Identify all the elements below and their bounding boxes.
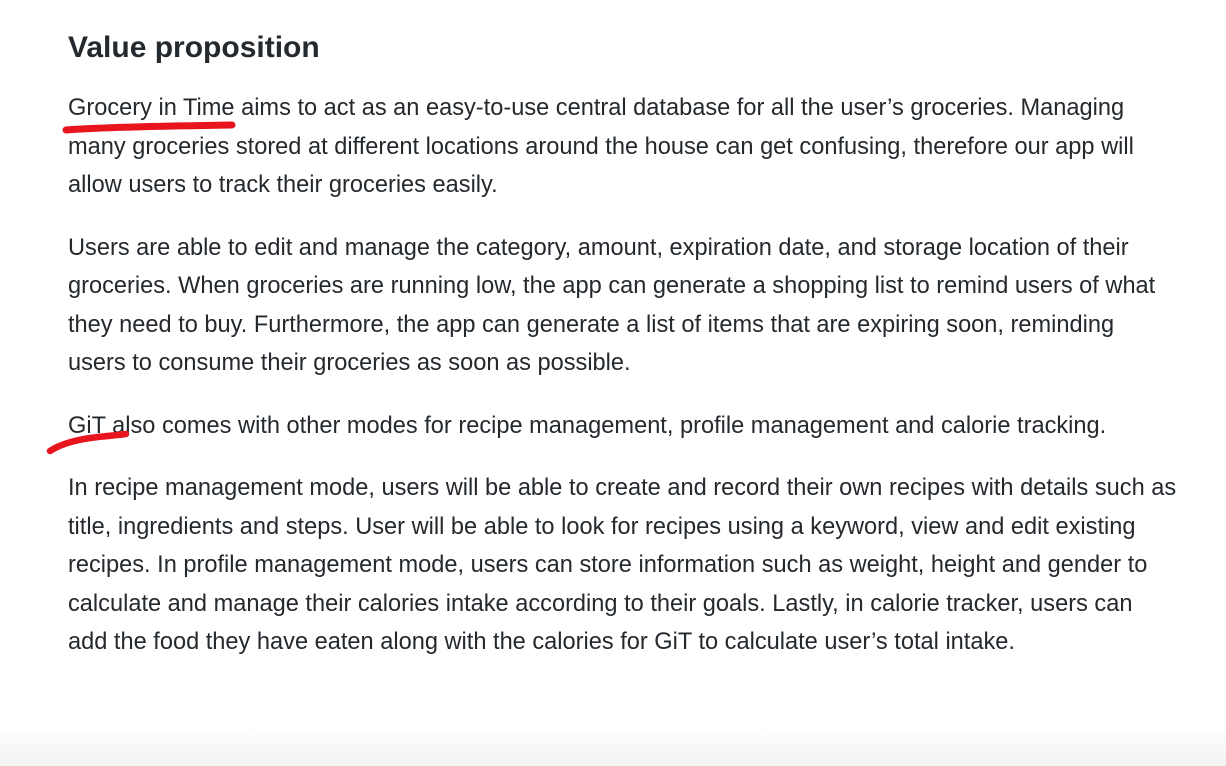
app-name-highlight: Grocery in Time <box>68 95 235 121</box>
app-abbrev-highlight: GiT <box>68 412 106 439</box>
paragraph-modes <box>68 407 1178 446</box>
paragraph-details-text: In recipe management mode, users will be able to create and record their own recipes with details such as title, ingredients and steps. User will be able to look for recipes using a keyword, view and edit existing recipes. In profile management mode, users can store information such as weight, height and gender to calculate and manage their calories intake according to their goals. Lastly, in calorie tracker, users can add the food they have eaten along with the calories for GiT to calculate user’s total intake. <box>68 475 1177 655</box>
paragraph-details <box>68 469 1178 662</box>
paragraph-features-text: Users are able to edit and manage the category, amount, expiration date, and storage location of their groceries. When groceries are running low, the app can generate a shopping list to remind users of what they need to buy. Furthermore, the app can generate a list of items that are expiring soon, reminding users to consume their groceries as soon as possible. <box>68 234 1156 376</box>
bottom-fade <box>0 726 1226 766</box>
paragraph-intro <box>68 89 1178 205</box>
paragraph-modes-text: also comes with other modes for recipe management, profile management and calorie tracking. <box>105 412 1107 439</box>
paragraph-features <box>68 229 1178 383</box>
section-heading: Value proposition <box>68 31 320 64</box>
document-body <box>68 0 1178 662</box>
paragraph-intro-text: aims to act as an easy-to-use central database for all the user’s groceries. Managing many groceries stored at different locations around the house can get confusing, therefore our app will allow users to track their groceries easily. <box>68 95 1134 198</box>
